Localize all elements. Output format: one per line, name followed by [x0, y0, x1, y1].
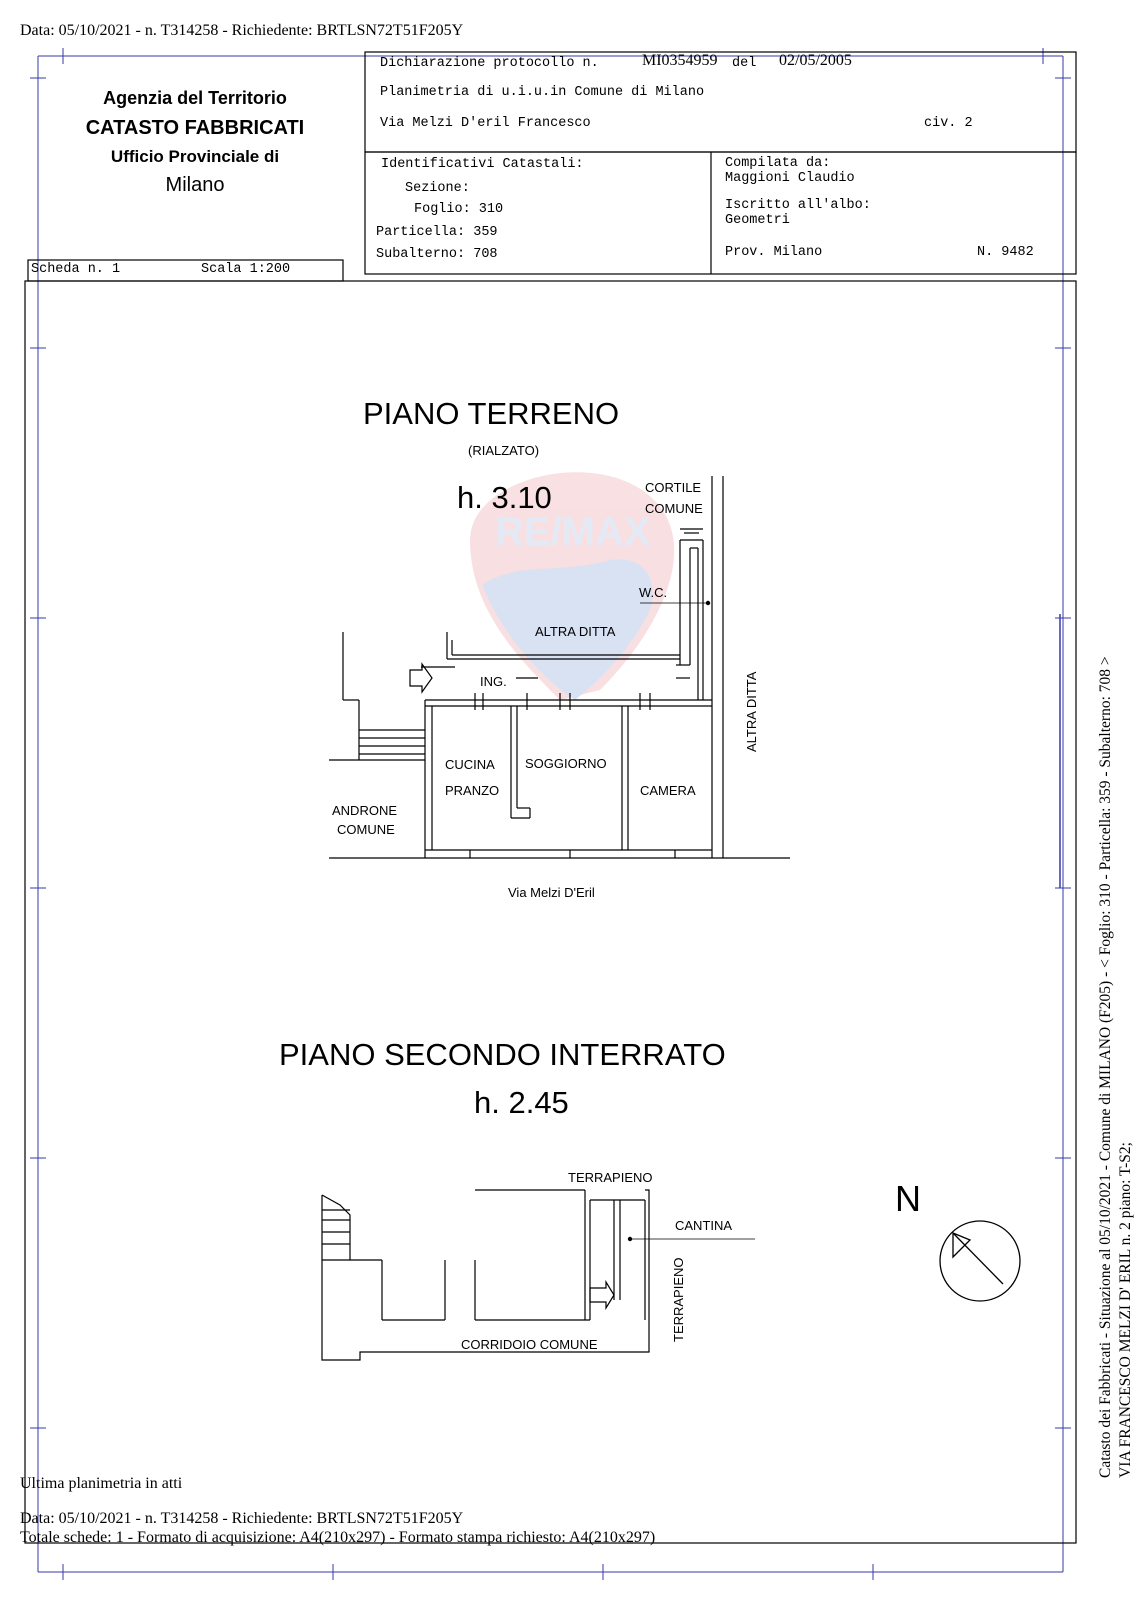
label-pranzo: PRANZO	[445, 783, 500, 798]
footer-ultima: Ultima planimetria in atti	[20, 1475, 183, 1492]
footer-data: Data: 05/10/2021 - n. T314258 - Richiedente: BRTLSN72T51F205Y	[20, 1510, 464, 1527]
civic-number: civ. 2	[924, 116, 973, 131]
compilata-label: Compilata da:	[725, 156, 831, 171]
protocol-date: 02/05/2005	[779, 52, 852, 69]
province-label: Prov. Milano	[725, 245, 823, 260]
catasto-sidebar	[1096, 468, 1140, 1478]
footer-totale: Totale schede: 1 - Formato di acquisizione: A4(210x297) - Formato stampa richiesto: A4(210x297)	[20, 1529, 656, 1546]
sidebar-line-2: VIA FRANCESCO MELZI D' ERIL n. 2 piano: T-S2;	[1117, 1142, 1134, 1478]
identificativi-title: Identificativi Catastali:	[381, 157, 584, 172]
protocol-number: MI0354959	[642, 52, 718, 69]
label-street: Via Melzi D'Eril	[508, 885, 595, 900]
basement-plan	[322, 1190, 755, 1360]
label-altra-ditta-vertical: ALTRA DITTA	[744, 671, 759, 752]
basement-title: PIANO SECONDO INTERRATO	[279, 1037, 726, 1072]
ufficio-label: Ufficio Provinciale di	[110, 147, 280, 166]
registration-number: N. 9482	[977, 245, 1034, 260]
sidebar-line-1: Catasto dei Fabbricati - Situazione al 05/10/2021 - Comune di MILANO (F205) - < Foglio: 310 - Particella: 359 - Subalterno: 708 >	[1097, 656, 1114, 1478]
del-label: del	[732, 56, 757, 71]
ground-floor-title: PIANO TERRENO	[363, 396, 620, 431]
scale-label: Scala 1:200	[201, 262, 291, 277]
compass-north-label: N	[895, 1178, 921, 1219]
label-androne-2: COMUNE	[337, 822, 395, 837]
compilata-name: Maggioni Claudio	[725, 171, 855, 186]
label-cantina: CANTINA	[675, 1218, 733, 1233]
label-cortile-1: CORTILE	[645, 480, 702, 495]
scheda-label: Scheda n. 1	[31, 262, 121, 277]
label-wc: W.C.	[639, 585, 668, 600]
ground-floor-height: h. 3.10	[457, 480, 552, 515]
subalterno-label: Subalterno: 708	[376, 247, 498, 262]
agency-name: Agenzia del Territorio	[103, 88, 287, 108]
label-soggiorno: SOGGIORNO	[525, 756, 607, 771]
compass-icon	[940, 1221, 1020, 1301]
label-terrapieno-side: TERRAPIENO	[671, 1257, 686, 1342]
city-label: Milano	[165, 174, 225, 196]
header-frames	[25, 52, 1076, 1543]
basement-height: h. 2.45	[474, 1085, 569, 1120]
catasto-title: CATASTO FABBRICATI	[85, 117, 305, 139]
sezione-label: Sezione:	[405, 181, 470, 196]
albo-label: Iscritto all'albo:	[725, 198, 871, 213]
label-androne-1: ANDRONE	[332, 803, 398, 818]
top-header-line: Data: 05/10/2021 - n. T314258 - Richiedente: BRTLSN72T51F205Y	[20, 22, 464, 39]
albo-value: Geometri	[725, 213, 790, 228]
ground-floor-subtitle: (RIALZATO)	[468, 443, 540, 458]
protocol-label: Dichiarazione protocollo n.	[380, 56, 599, 71]
label-corridoio: CORRIDOIO COMUNE	[461, 1337, 598, 1352]
label-cortile-2: COMUNE	[645, 501, 703, 516]
label-ingresso: ING.	[480, 674, 507, 689]
label-terrapieno-top: TERRAPIENO	[568, 1170, 653, 1185]
particella-label: Particella: 359	[376, 225, 498, 240]
label-cucina: CUCINA	[445, 757, 495, 772]
label-camera: CAMERA	[640, 783, 696, 798]
label-altra-ditta: ALTRA DITTA	[535, 624, 616, 639]
planimetria-label: Planimetria di u.i.u.in Comune di Milano	[380, 85, 705, 100]
watermark-text: RE/MAX	[495, 510, 651, 554]
street-address: Via Melzi D'eril Francesco	[380, 116, 591, 131]
foglio-label: Foglio: 310	[414, 202, 504, 217]
